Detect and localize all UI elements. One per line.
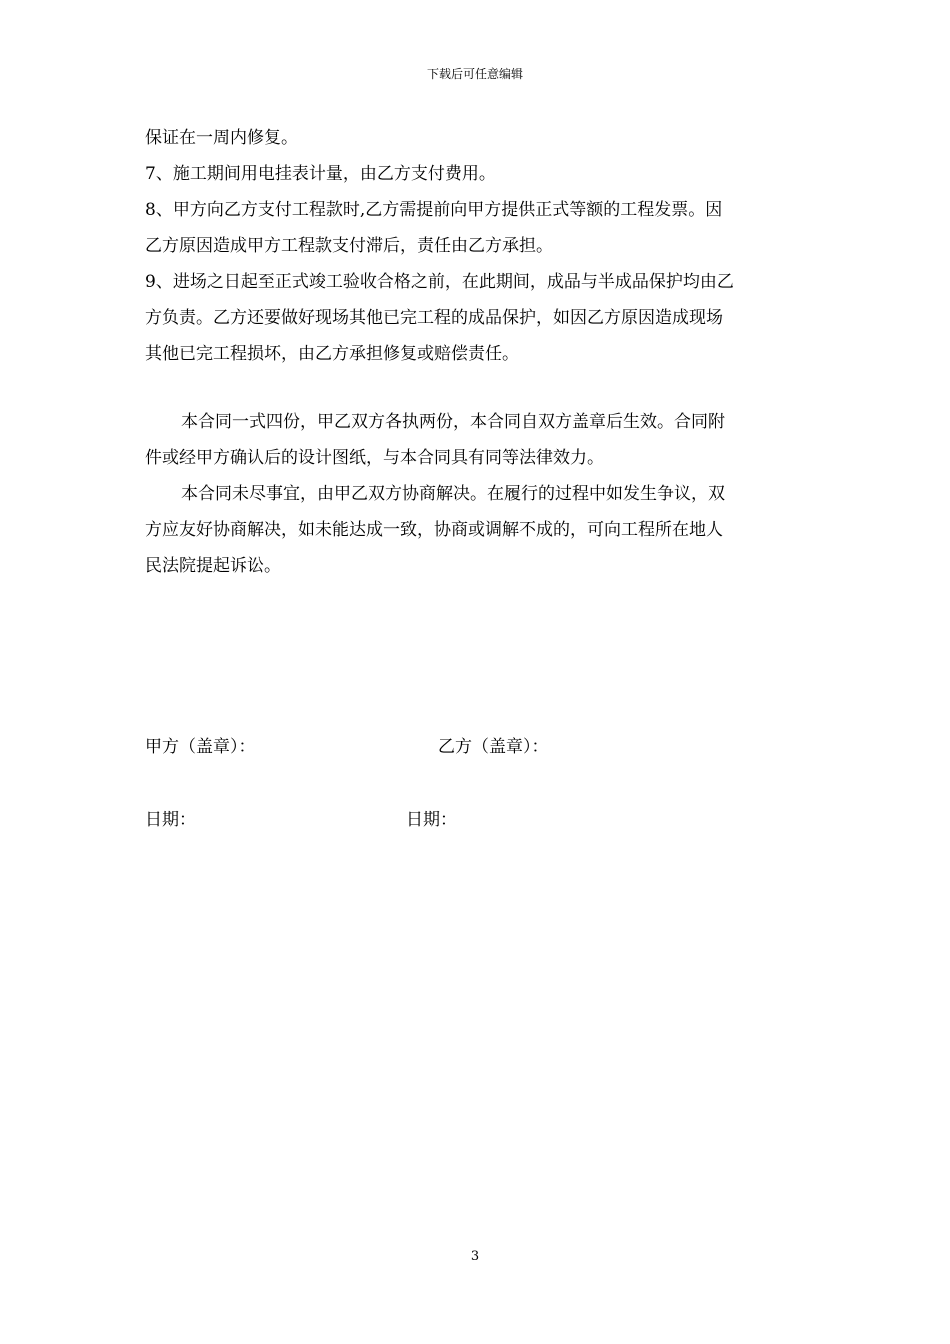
page-number: 3 <box>470 1249 480 1264</box>
clause-line: 9、进场之日起至正式竣工验收合格之前，在此期间，成品与半成品保护均由乙 <box>145 272 734 292</box>
clause-line: 7、施工期间用电挂表计量，由乙方支付费用。 <box>145 164 496 184</box>
party-a-date-label: 日期： <box>145 810 196 830</box>
clause-line: 方负责。乙方还要做好现场其他已完工程的成品保护，如因乙方原因造成现场 <box>145 308 723 328</box>
party-b-date-label: 日期： <box>406 810 457 830</box>
terms-line: 民法院提起诉讼。 <box>145 556 281 576</box>
terms-line: 本合同一式四份，甲乙双方各执两份，本合同自双方盖章后生效。合同附 <box>181 412 725 432</box>
contract-clauses <box>145 120 807 372</box>
party-a-seal-label: 甲方（盖章）： <box>145 737 256 757</box>
clause-line: 8、甲方向乙方支付工程款时,乙方需提前向甲方提供正式等额的工程发票。因 <box>145 200 723 220</box>
clause-line: 其他已完工程损坏，由乙方承担修复或赔偿责任。 <box>145 344 519 364</box>
terms-line: 方应友好协商解决，如未能达成一致，协商或调解不成的，可向工程所在地人 <box>145 520 723 540</box>
header-note: 下载后可任意编辑 <box>426 67 523 81</box>
clause-line: 保证在一周内修复。 <box>145 128 298 148</box>
terms-line: 本合同未尽事宜，由甲乙双方协商解决。在履行的过程中如发生争议，双 <box>181 484 725 504</box>
party-b-seal-label: 乙方（盖章）： <box>438 737 549 757</box>
terms-line: 件或经甲方确认后的设计图纸，与本合同具有同等法律效力。 <box>145 448 604 468</box>
clause-line: 乙方原因造成甲方工程款支付滞后，责任由乙方承担。 <box>145 236 553 256</box>
contract-terms <box>145 404 807 584</box>
